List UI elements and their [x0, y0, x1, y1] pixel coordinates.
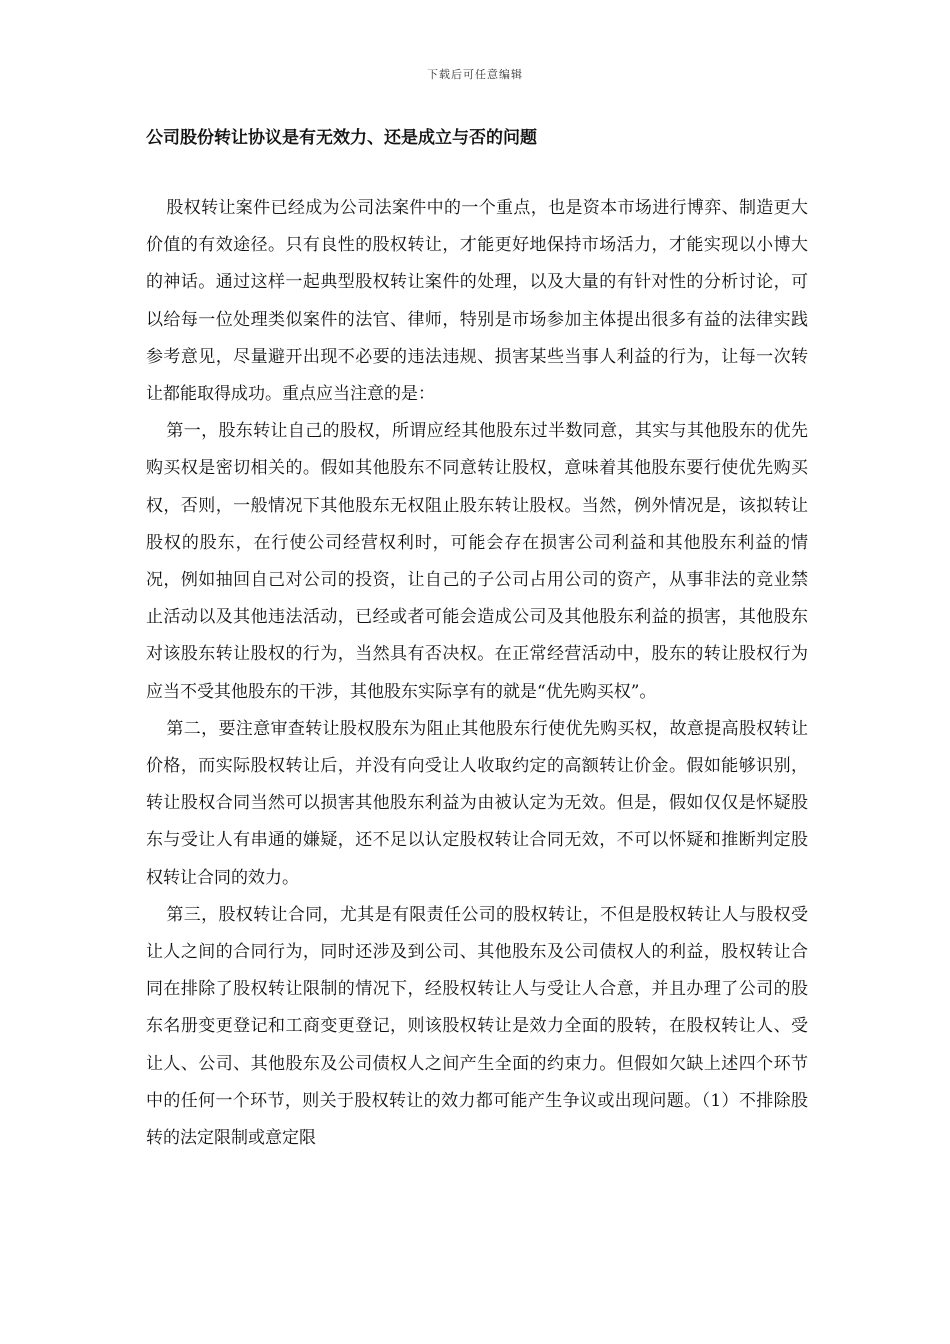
document-body [146, 190, 808, 1157]
paragraph-third-point: 第三，股权转让合同，尤其是有限责任公司的股权转让，不但是股权转让人与股权受让人之间的合同行为，同时还涉及到公司、其他股东及公司债权人的利益，股权转让合同在排除了股权转让限制的情况下，经股权转让人与受让人合意，并且办理了公司的股东名册变更登记和工商变更登记，则该股权转让是效力全面的股转，在股权转让人、受让人、公司、其他股东及公司债权人之间产生全面的约束力。但假如欠缺上述四个环节中的任何一个环节，则关于股权转让的效力都可能产生争议或出现问题。（1）不排除股转的法定限制或意定限 [146, 904, 808, 1149]
paragraph-intro: 股权转让案件已经成为公司法案件中的一个重点，也是资本市场进行博弈、制造更大价值的有效途径。只有良性的股权转让，才能更好地保持市场活力，才能实现以小博大的神话。通过这样一起典型股权转让案件的处理，以及大量的有针对性的分析讨论，可以给每一位处理类似案件的法官、律师，特别是市场参加主体提出很多有益的法律实践参考意见，尽量避开出现不必要的违法违规、损害某些当事人利益的行为，让每一次转让都能取得成功。重点应当注意的是： [146, 198, 808, 405]
paragraph-second-point: 第二，要注意审查转让股权股东为阻止其他股东行使优先购买权，故意提高股权转让价格，而实际股权转让后，并没有向受让人收取约定的高额转让价金。假如能够识别，转让股权合同当然可以损害其他股东利益为由被认定为无效。但是，假如仅仅是怀疑股东与受让人有串通的嫌疑，还不足以认定股权转让合同无效，不可以怀疑和推断判定股权转让合同的效力。 [146, 718, 808, 888]
document-title: 公司股份转让协议是有无效力、还是成立与否的问题 [146, 128, 537, 148]
paragraph-first-point: 第一，股东转让自己的股权，所谓应经其他股东过半数同意，其实与其他股东的优先购买权是密切相关的。假如其他股东不同意转让股权，意味着其他股东要行使优先购买权，否则，一般情况下其他股东无权阻止股东转让股权。当然，例外情况是，该拟转让股权的股东，在行使公司经营权利时，可能会存在损害公司利益和其他股东利益的情况，例如抽回自己对公司的投资，让自己的子公司占用公司的资产，从事非法的竞业禁止活动以及其他违法活动，已经或者可能会造成公司及其他股东利益的损害，其他股东对该股东转让股权的行为，当然具有否决权。在正常经营活动中，股东的转让股权行为应当不受其他股东的干涉，其他股东实际享有的就是“优先购买权”。 [146, 421, 808, 702]
header-note: 下载后可任意编辑 [427, 68, 523, 81]
